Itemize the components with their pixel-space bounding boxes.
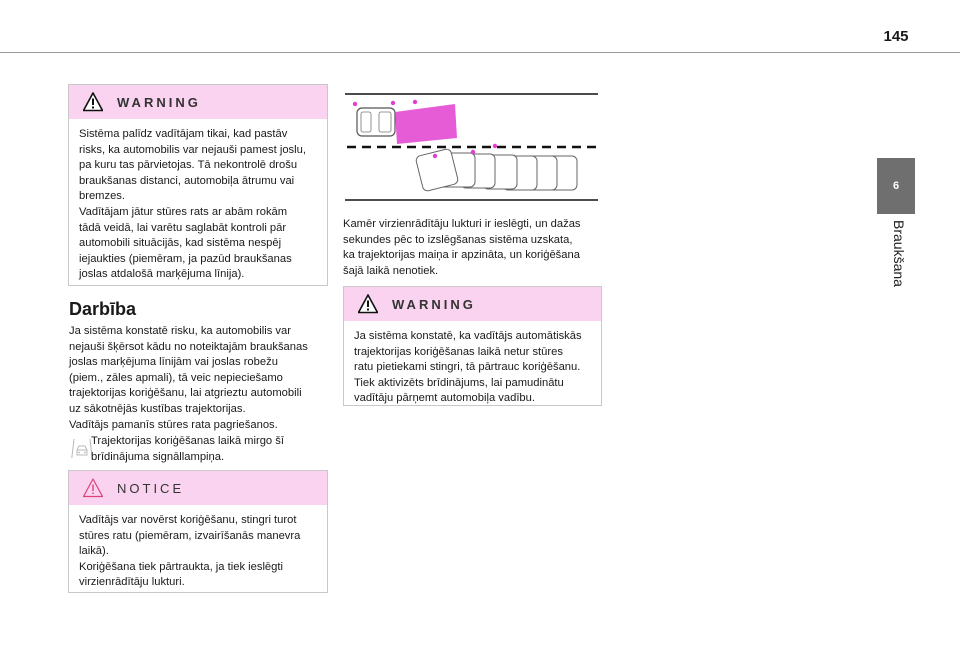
text-line: ratu pietiekami stingri, tā pārtrauc koriģēšanu.	[354, 361, 581, 374]
text-line: vadītāju pārņemt automobiļa vadību.	[354, 392, 535, 405]
car-trajectory-icon	[415, 148, 577, 192]
car-upper-lane-icon	[357, 108, 395, 136]
warning-light-note	[91, 434, 327, 465]
section-body	[69, 324, 327, 433]
text-line: nejauši šķērsot kādu no noteiktajām braukšanas	[69, 340, 308, 353]
warning-box-2	[343, 286, 602, 406]
text-line: joslas atdalošā marķējuma līnija).	[79, 268, 245, 281]
warning-header	[69, 85, 327, 119]
text-line: sekundes pēc to izslēgšanas sistēma uzskata,	[343, 233, 573, 246]
text-line: Vadītājs var novērst koriģēšanu, stingri turot	[79, 514, 297, 526]
chapter-tab[interactable]: 6	[877, 158, 915, 214]
text-line: stūres ratu (piemēram, izvairīšanās manevra	[79, 529, 301, 542]
text-line: Koriģēšana tiek pārtraukta, ja tiek ieslēgti	[79, 560, 283, 573]
text-line: trajektorijas koriģēšanu, lai atgrieztu automobili	[69, 387, 302, 400]
text-line: Ja sistēma konstatē, ka vadītājs automātiskās	[354, 330, 582, 342]
text-line: automobili situācijās, kad sistēma nespēj	[79, 237, 282, 250]
text-line: braukšanas distanci, automobiļa ātrumu vai	[79, 174, 295, 187]
text-line: risks, ka automobilis var nejauši pamest joslu,	[79, 143, 306, 156]
text-line: ka trajektorijas maiņa ir apzināta, un koriģēšana	[343, 249, 580, 262]
warning-text	[344, 321, 601, 415]
notice-text	[69, 505, 327, 599]
lane-departure-warning-icon	[71, 437, 93, 459]
warning-text	[69, 119, 327, 291]
page-number: 145	[883, 28, 909, 45]
notice-box	[68, 470, 328, 593]
text-line: Tiek aktivizēts brīdinājums, lai pamudinātu	[354, 376, 564, 389]
warning-label: WARNING	[392, 296, 476, 312]
text-line: tādā veidā, lai varētu saglabāt kontroli pār	[79, 221, 287, 234]
chapter-title: Braukšana	[891, 220, 907, 287]
text-line: joslas marķējuma līnijām vai joslas robežu	[69, 356, 278, 369]
text-line: Vadītājs pamanīs stūres rata pagriešanos.	[69, 418, 278, 431]
text-line: (piem., zāles apmali), tā veic nepieciešamo	[69, 371, 283, 384]
warning-box-1	[68, 84, 328, 286]
turn-signal-text	[343, 217, 600, 279]
text-line: Vadītājam jātur stūres rats ar abām rokām	[79, 205, 288, 218]
warning-header	[344, 287, 601, 321]
lane-correction-illustration	[343, 92, 600, 202]
text-line: pa kuru tas pārvietojas. Tā nekontrolē drošu	[79, 159, 298, 172]
text-line: Sistēma palīdz vadītājam tikai, kad pastāv	[79, 128, 288, 140]
text-line: virzienrādītāju lukturi.	[79, 576, 185, 589]
warning-triangle-icon	[358, 294, 378, 314]
text-line: iejaukties (piemēram, ja pazūd braukšanas	[79, 252, 292, 265]
notice-triangle-icon	[83, 478, 103, 498]
text-line: laikā).	[79, 545, 109, 558]
header-divider	[0, 52, 960, 53]
text-line: šajā laikā nenotiek.	[343, 264, 439, 277]
text-line: Kamēr virzienrādītāju lukturi ir ieslēgti, un dažas	[343, 218, 581, 230]
notice-header	[69, 471, 327, 505]
text-line: bremzes.	[79, 190, 126, 203]
text-line: Trajektorijas koriģēšanas laikā mirgo šī	[91, 435, 284, 447]
text-line: trajektorijas koriģēšanas laikā netur stūres	[354, 345, 563, 358]
section-heading: Darbība	[69, 299, 137, 319]
text-line: brīdinājuma signāllampiņa.	[91, 450, 225, 463]
detection-zone-icon	[395, 104, 457, 144]
text-line: Ja sistēma konstatē risku, ka automobilis var	[69, 325, 291, 337]
warning-triangle-icon	[83, 92, 103, 112]
text-line: uz sākotnējās kustības trajektorijas.	[69, 402, 246, 415]
notice-label: NOTICE	[117, 480, 185, 496]
warning-label: WARNING	[117, 94, 201, 110]
